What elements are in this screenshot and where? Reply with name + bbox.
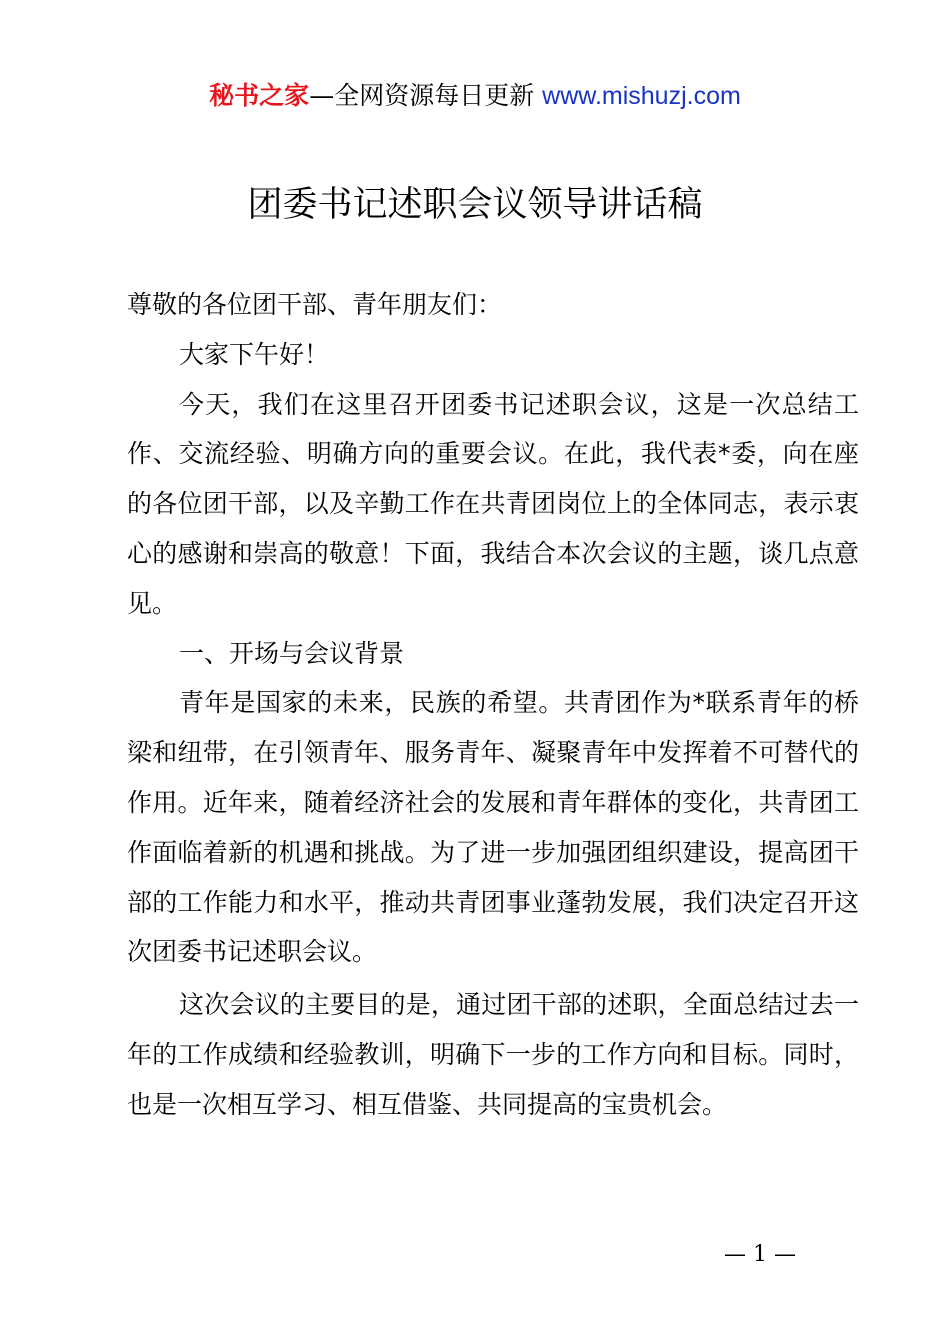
page-number: — 1 —: [724, 1242, 796, 1267]
greeting: 大家下午好！: [179, 339, 330, 369]
site-url-link[interactable]: www.mishuzj.com: [542, 82, 741, 110]
header-dash: —: [309, 81, 335, 110]
brand-name: 秘书之家: [209, 81, 310, 110]
paragraph-purpose: 这次会议的主要目的是，通过团干部的述职，全面总结过去一年的工作成绩和经验教训，明确下一步的工作方向和目标。同时，也是一次相互学习、相互借鉴、共同提高的宝贵机会。: [127, 990, 859, 1119]
document-title: 团委书记述职会议领导讲话稿: [247, 185, 703, 225]
section-heading: 一、开场与会议背景: [179, 638, 405, 668]
site-header: [0, 80, 950, 112]
paragraph-background: 青年是国家的未来，民族的希望。共青团作为*联系青年的桥梁和纽带，在引领青年、服务青年、凝聚青年中发挥着不可替代的作用。近年来，随着经济社会的发展和青年群体的变化，共青团工作面临着新的机遇和挑战。为了进一步加强团组织建设，提高团干部的工作能力和水平，推动共青团事业蓬勃发展，我们决定召开这次团委书记述职会议。: [127, 688, 859, 967]
header-slogan: 全网资源每日更新: [334, 81, 535, 110]
document-body: [127, 280, 859, 1130]
salutation: 尊敬的各位团干部、青年朋友们：: [127, 290, 503, 319]
paragraph-opening: 今天，我们在这里召开团委书记述职会议，这是一次总结工作、交流经验、明确方向的重要会议。在此，我代表*委，向在座的各位团干部，以及辛勤工作在共青团岗位上的全体同志，表示衷心的感谢和崇高的敬意！下面，我结合本次会议的主题，谈几点意见。: [127, 389, 859, 618]
